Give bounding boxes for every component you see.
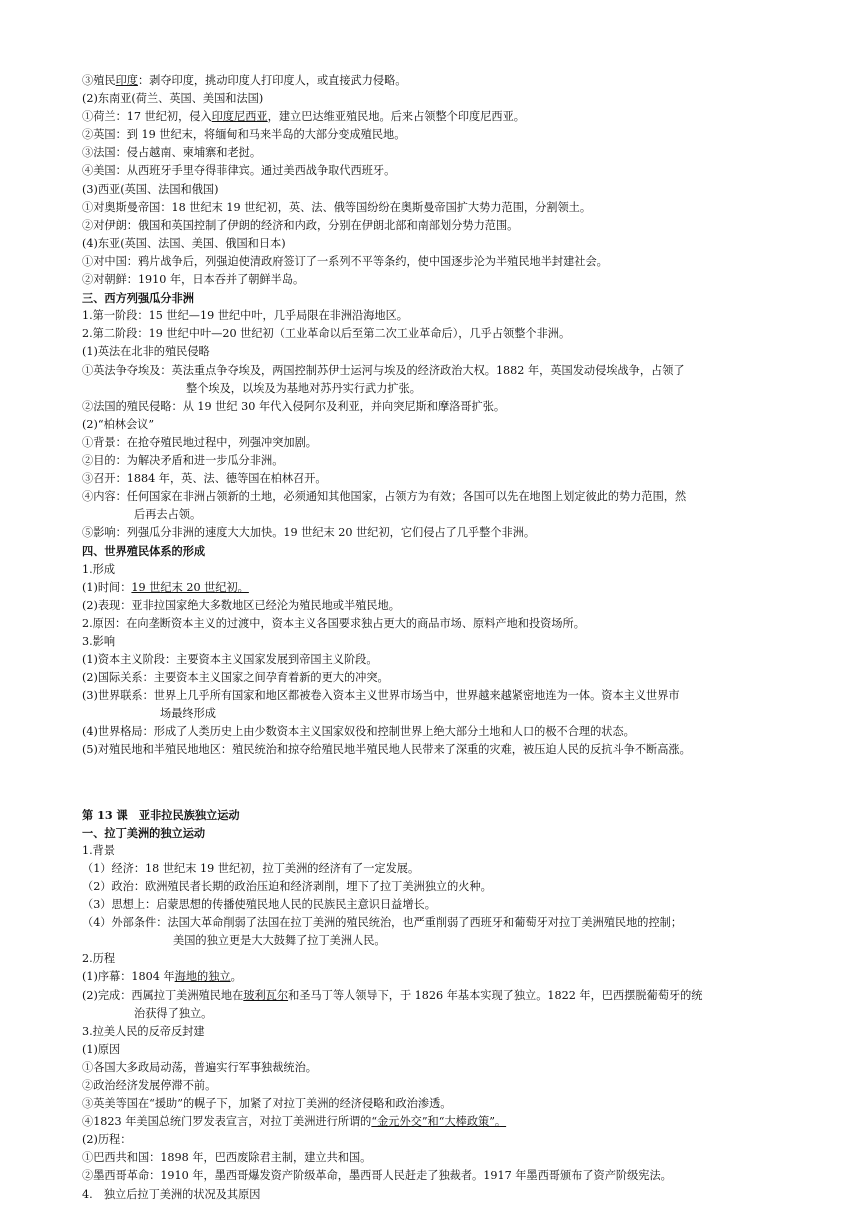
text-line: （2）政治：欧洲殖民者长期的政治压迫和经济剥削，埋下了拉丁美洲独立的火种。 — [82, 879, 492, 893]
text-line: (1)英法在北非的殖民侵略 — [82, 345, 210, 359]
text-line: (1)时间：19 世纪末 20 世纪初。 — [82, 580, 249, 594]
text-line: ①荷兰：17 世纪初，侵入印度尼西亚，建立巴达维亚殖民地。后来占领整个印度尼西亚。 — [82, 110, 525, 124]
section-heading: 一、拉丁美洲的独立运动 — [82, 825, 206, 840]
text-line: ③殖民印度：剥夺印度，挑动印度人打印度人，或直接武力侵略。 — [82, 74, 407, 87]
text-line: ⑤影响：列强瓜分非洲的速度大大加快。19 世纪末 20 世纪初，它们侵占了几乎整个非洲。 — [82, 526, 536, 540]
text-line: （3）思想上：启蒙思想的传播使殖民地人民的民族民主意识日益增长。 — [82, 898, 436, 912]
text-line: 1.第一阶段：15 世纪—19 世纪中叶，几乎局限在非洲沿海地区。 — [82, 309, 408, 323]
text-line: 美国的独立更是大大鼓舞了拉丁美洲人民。 — [173, 934, 386, 948]
text-line: ②英国：到 19 世纪末，将缅甸和马来半岛的大部分变成殖民地。 — [82, 128, 406, 142]
text-line: (2)国际关系：主要资本主义国家之间孕育着新的更大的冲突。 — [82, 671, 389, 685]
text-line: 整个埃及，以埃及为基地对苏丹实行武力扩张。 — [186, 381, 421, 395]
text-line: ②目的：为解决矛盾和进一步瓜分非洲。 — [82, 453, 284, 467]
text-line: (2)表现：亚非拉国家绝大多数地区已经沦为殖民地或半殖民地。 — [82, 598, 400, 612]
text-line: 2.原因：在向垄断资本主义的过渡中，资本主义各国要求独占更大的商品市场、原料产地和投资场所。 — [82, 616, 585, 630]
text-line: (4)东亚(英国、法国、美国、俄国和日本) — [82, 236, 286, 250]
text-line: (1)资本主义阶段：主要资本主义国家发展到帝国主义阶段。 — [82, 653, 378, 666]
text-line: (4)世界格局：形成了人类历史上由少数资本主义国家奴役和控制世界上绝大部分土地和人口的极不合理的状态。 — [82, 725, 635, 739]
text-line: ①巴西共和国：1898 年，巴西废除君主制，建立共和国。 — [82, 1151, 372, 1165]
text-line: ②法国的殖民侵略：从 19 世纪 30 年代入侵阿尔及利亚，并向突尼斯和摩洛哥扩张。 — [82, 399, 506, 413]
text-line: 场最终形成 — [160, 707, 216, 721]
text-line: 3.影响 — [82, 634, 116, 648]
text-line: 1.形成 — [82, 562, 116, 576]
text-line: (2)“柏林会议” — [82, 417, 155, 431]
text-line: (2)东南亚(荷兰、英国、美国和法国) — [82, 92, 264, 106]
section-gap — [82, 760, 782, 806]
text-line: 4. 独立后拉丁美洲的状况及其原因 — [82, 1187, 261, 1201]
section-heading: 四、世界殖民体系的形成 — [82, 544, 206, 559]
text-line: ③召开：1884 年，英、法、德等国在柏林召开。 — [82, 472, 327, 486]
text-line: ①对奥斯曼帝国：18 世纪末 19 世纪初，英、法、俄等国纷纷在奥斯曼帝国扩大势力范围，分割领土。 — [82, 200, 592, 214]
text-line: 1.背景 — [82, 843, 116, 857]
text-line: ②对伊朗：俄国和英国控制了伊朗的经济和内政，分别在伊朗北部和南部划分势力范围。 — [82, 218, 519, 232]
text-line: ①各国大多政局动荡，普遍实行军事独裁统治。 — [82, 1060, 317, 1074]
text-line: ④1823 年美国总统门罗发表宣言，对拉丁美洲进行所谓的“金元外交”和“大棒政策”。 — [82, 1115, 507, 1129]
text-line: （4）外部条件：法国大革命削弱了法国在拉丁美洲的殖民统治，也严重削弱了西班牙和葡萄牙对拉丁美洲殖民地的控制； — [82, 916, 683, 930]
text-line: (1)原因 — [82, 1042, 121, 1056]
text-line: (3)西亚(英国、法国和俄国) — [82, 182, 219, 196]
text-line: ④美国：从西班牙手里夺得菲律宾。通过美西战争取代西班牙。 — [82, 164, 396, 178]
text-line: ④内容：任何国家在非洲占领新的土地，必须通知其他国家，占领方为有效；各国可以先在地图上划定彼此的势力范围，然 — [82, 490, 687, 504]
lesson-title: 第 13 课 亚非拉民族独立运动 — [82, 807, 240, 822]
text-line: (2)历程： — [82, 1133, 132, 1147]
text-line: ③法国：侵占越南、柬埔寨和老挝。 — [82, 146, 262, 160]
document-body — [82, 72, 782, 1204]
text-line: ①英法争夺埃及：英法重点争夺埃及，两国控制苏伊士运河与埃及的经济政治大权。1882 年，英国发动侵埃战争，占领了 — [82, 363, 685, 377]
section-heading: 三、西方列强瓜分非洲 — [82, 291, 194, 306]
text-line: (1)序幕：1804 年海地的独立。 — [82, 970, 242, 984]
text-line: ②墨西哥革命：1910 年，墨西哥爆发资产阶级革命，墨西哥人民赶走了独裁者。1917 年墨西哥颁布了资产阶级宪法。 — [82, 1169, 672, 1183]
text-line: 3.拉美人民的反帝反封建 — [82, 1024, 205, 1038]
text-line: 治获得了独立。 — [134, 1006, 213, 1020]
text-line: (5)对殖民地和半殖民地地区：殖民统治和掠夺给殖民地半殖民地人民带来了深重的灾难，被压迫人民的反抗斗争不断高涨。 — [82, 743, 691, 757]
text-line: ①背景：在抢夺殖民地过程中，列强冲突加剧。 — [82, 435, 317, 449]
text-line: （1）经济：18 世纪末 19 世纪初，拉丁美洲的经济有了一定发展。 — [82, 861, 420, 875]
text-line: 后再去占领。 — [134, 508, 202, 522]
text-line: 2.第二阶段：19 世纪中叶—20 世纪初（工业革命以后至第二次工业革命后），几乎占领整个非洲。 — [82, 327, 571, 341]
text-line: ③英美等国在“援助”的幌子下，加紧了对拉丁美洲的经济侵略和政治渗透。 — [82, 1097, 452, 1111]
text-line: ①对中国：鸦片战争后，列强迫使清政府签订了一系列不平等条约，使中国逐步沦为半殖民地半封建社会。 — [82, 254, 608, 268]
text-line: ②政治经济发展停滞不前。 — [82, 1078, 217, 1092]
text-line: 2.历程 — [82, 952, 116, 966]
text-line: (2)完成：西属拉丁美洲殖民地在玻利瓦尔和圣马丁等人领导下，于 1826 年基本实现了独立。1822 年，巴西摆脱葡萄牙的统 — [82, 988, 703, 1002]
text-line: ②对朝鲜：1910 年，日本吞并了朝鲜半岛。 — [82, 273, 305, 287]
text-line: (3)世界联系：世界上几乎所有国家和地区都被卷入资本主义世界市场当中，世界越来越紧密地连为一体。资本主义世界市 — [82, 689, 680, 703]
